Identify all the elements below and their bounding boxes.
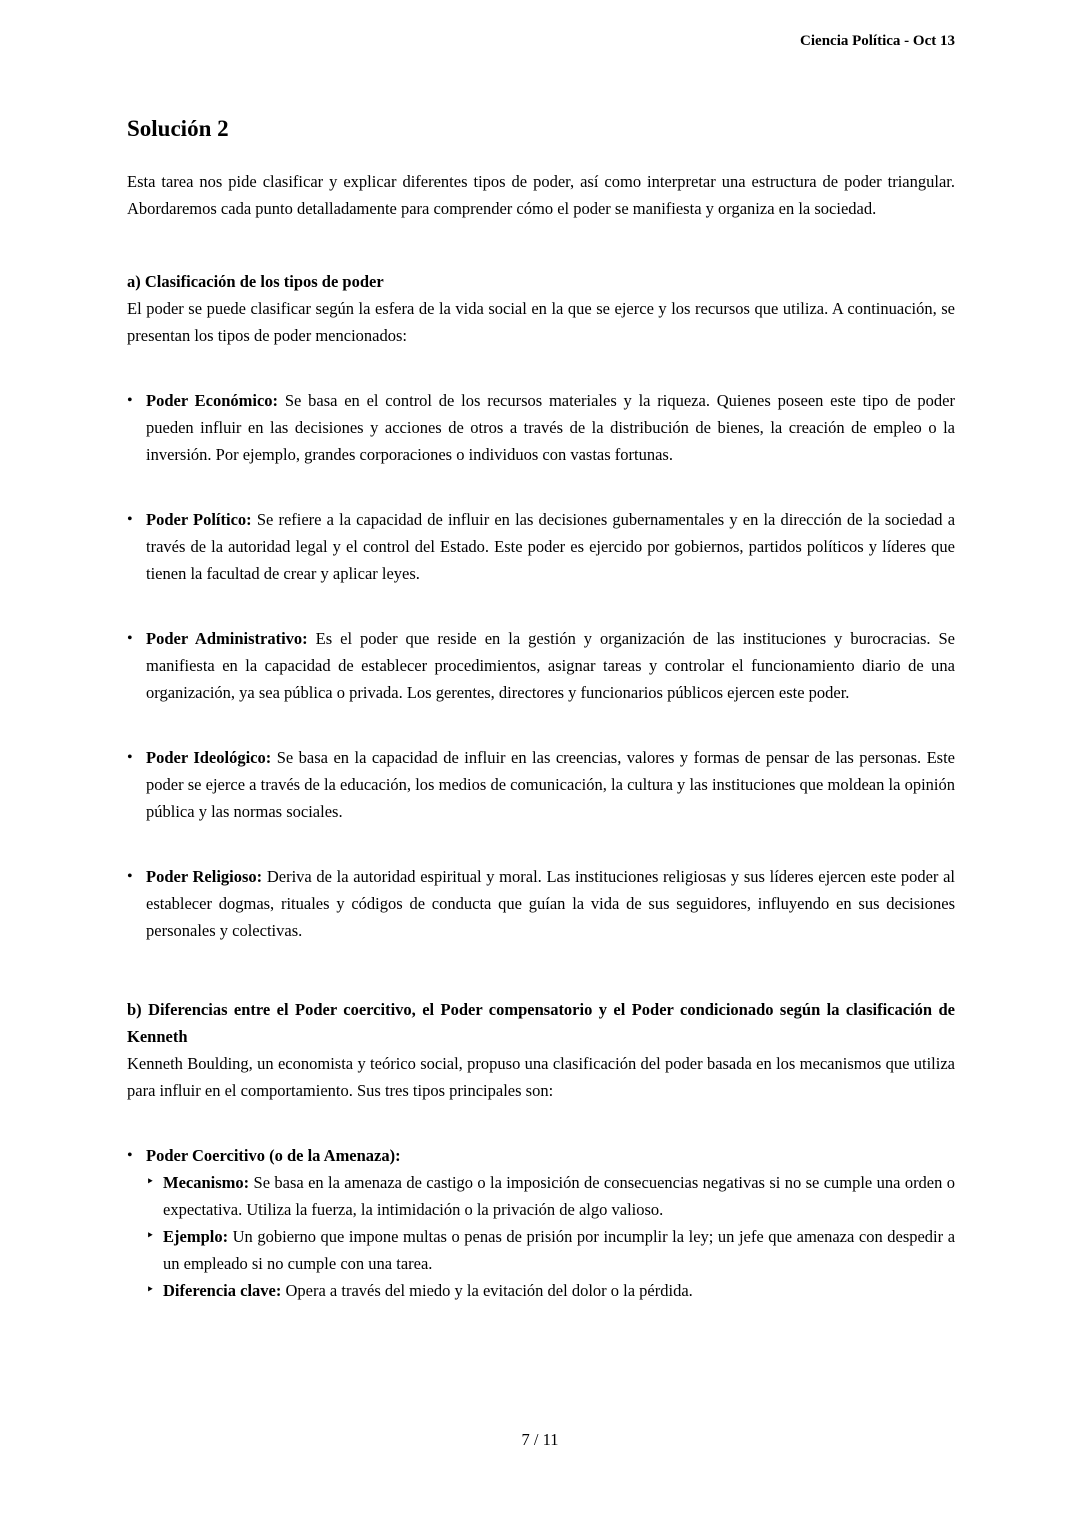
triangle-bullet-icon: ‣ <box>146 1229 155 1244</box>
item-label: Poder Coercitivo (o de la Amenaza): <box>146 1146 401 1165</box>
item-label: Poder Económico: <box>146 391 279 410</box>
item-label: Ejemplo: <box>163 1227 229 1246</box>
list-item-poder-administrativo <box>127 625 955 706</box>
bullet-icon: • <box>127 1147 133 1164</box>
section-b-intro: Kenneth Boulding, un economista y teórico social, propuso una clasificación del poder basada en los mecanismos que utiliza para influir en el comportamiento. Sus tres tipos principales son: <box>127 1054 955 1100</box>
item-body: Se basa en la amenaza de castigo o la imposición de consecuencias negativas si no se cumple una orden o expectativa. Utiliza la fuerza, la intimidación o la privación de algo valioso. <box>163 1173 956 1219</box>
item-body: Se basa en el control de los recursos materiales y la riqueza. Quienes poseen este tipo de poder pueden influir en las decisiones y acciones de otros a través de la distribución de bienes, la creación de empleo o la inversión. Por ejemplo, grandes corporaciones o individuos con vastas fortunas. <box>146 391 956 464</box>
list-item-poder-ideologico <box>127 744 955 825</box>
list-item-poder-politico <box>127 506 955 587</box>
section-a-heading: a) Clasificación de los tipos de poder <box>127 272 384 291</box>
list-item-text <box>146 625 955 706</box>
item-body: Se basa en la capacidad de influir en las creencias, valores y formas de pensar de las personas. Este poder se ejerce a través de la educación, los medios de comunicación, la cultura y las instituciones que moldean la opinión pública y las normas sociales. <box>146 748 956 821</box>
page-title: Solución 2 <box>127 116 229 141</box>
sub-item-mecanismo <box>146 1169 955 1223</box>
item-body: Deriva de la autoridad espiritual y moral. Las instituciones religiosas y sus líderes ejercen este poder al establecer dogmas, rituales y códigos de conducta que guían la vida de sus seguidores, influyendo en sus decisiones personales y colectivas. <box>146 867 956 940</box>
list-item-text <box>146 744 955 825</box>
intro-paragraph: Esta tarea nos pide clasificar y explicar diferentes tipos de poder, así como interpretar una estructura de poder triangular. Abordaremos cada punto detalladamente para comprender cómo el poder se manifiesta y organiza en la sociedad. <box>127 172 955 218</box>
section-b-heading: b) Diferencias entre el Poder coercitivo, el Poder compensatorio y el Poder condicionado según la clasificación de Kenneth <box>127 1000 955 1046</box>
sub-item-text <box>163 1277 955 1304</box>
bullet-icon: • <box>127 630 133 647</box>
bullet-icon: • <box>127 511 133 528</box>
item-label: Poder Religioso: <box>146 867 263 886</box>
list-item-poder-coercitivo <box>127 1142 955 1304</box>
list-item-poder-economico <box>127 387 955 468</box>
header-course-label: Ciencia Política - Oct 13 <box>800 33 955 49</box>
bullet-icon: • <box>127 868 133 885</box>
item-body: Es el poder que reside en la gestión y organización de las instituciones y burocracias. Se manifiesta en la capacidad de establecer procedimientos, asignar tareas y controlar el funcionamiento diario de una organización, ya sea pública o privada. Los gerentes, directores y funcionarios públicos ejercen este poder. <box>146 629 955 702</box>
list-item-text <box>146 506 955 587</box>
list-item-text <box>146 1142 955 1169</box>
item-body: Opera a través del miedo y la evitación del dolor o la pérdida. <box>285 1281 693 1300</box>
sub-list <box>146 1169 955 1304</box>
list-item-text <box>146 387 955 468</box>
list-item-poder-religioso <box>127 863 955 944</box>
item-label: Diferencia clave: <box>163 1281 282 1300</box>
triangle-bullet-icon: ‣ <box>146 1175 155 1190</box>
item-body: Se refiere a la capacidad de influir en las decisiones gubernamentales y en la dirección de la sociedad a través de la autoridad legal y el control del Estado. Este poder es ejercido por gobiernos, partidos políticos y líderes que tienen la facultad de crear y aplicar leyes. <box>146 510 956 583</box>
section-b <box>127 996 955 1104</box>
item-label: Poder Administrativo: <box>146 629 308 648</box>
item-label: Mecanismo: <box>163 1173 250 1192</box>
item-label: Poder Ideológico: <box>146 748 272 767</box>
bullet-icon: • <box>127 392 133 409</box>
page-number: 7 / 11 <box>521 1430 559 1449</box>
sub-item-ejemplo <box>146 1223 955 1277</box>
sub-item-diferencia-clave <box>146 1277 955 1304</box>
item-label: Poder Político: <box>146 510 252 529</box>
sub-item-text <box>163 1169 955 1223</box>
bullet-icon: • <box>127 749 133 766</box>
section-a-intro: El poder se puede clasificar según la esfera de la vida social en la que se ejerce y los recursos que utiliza. A continuación, se presentan los tipos de poder mencionados: <box>127 299 955 345</box>
sub-item-text <box>163 1223 955 1277</box>
list-item-text <box>146 863 955 944</box>
triangle-bullet-icon: ‣ <box>146 1283 155 1298</box>
section-a <box>127 268 955 349</box>
item-body: Un gobierno que impone multas o penas de prisión por incumplir la ley; un jefe que amenaza con despedir a un empleado si no cumple con una tarea. <box>163 1227 956 1273</box>
